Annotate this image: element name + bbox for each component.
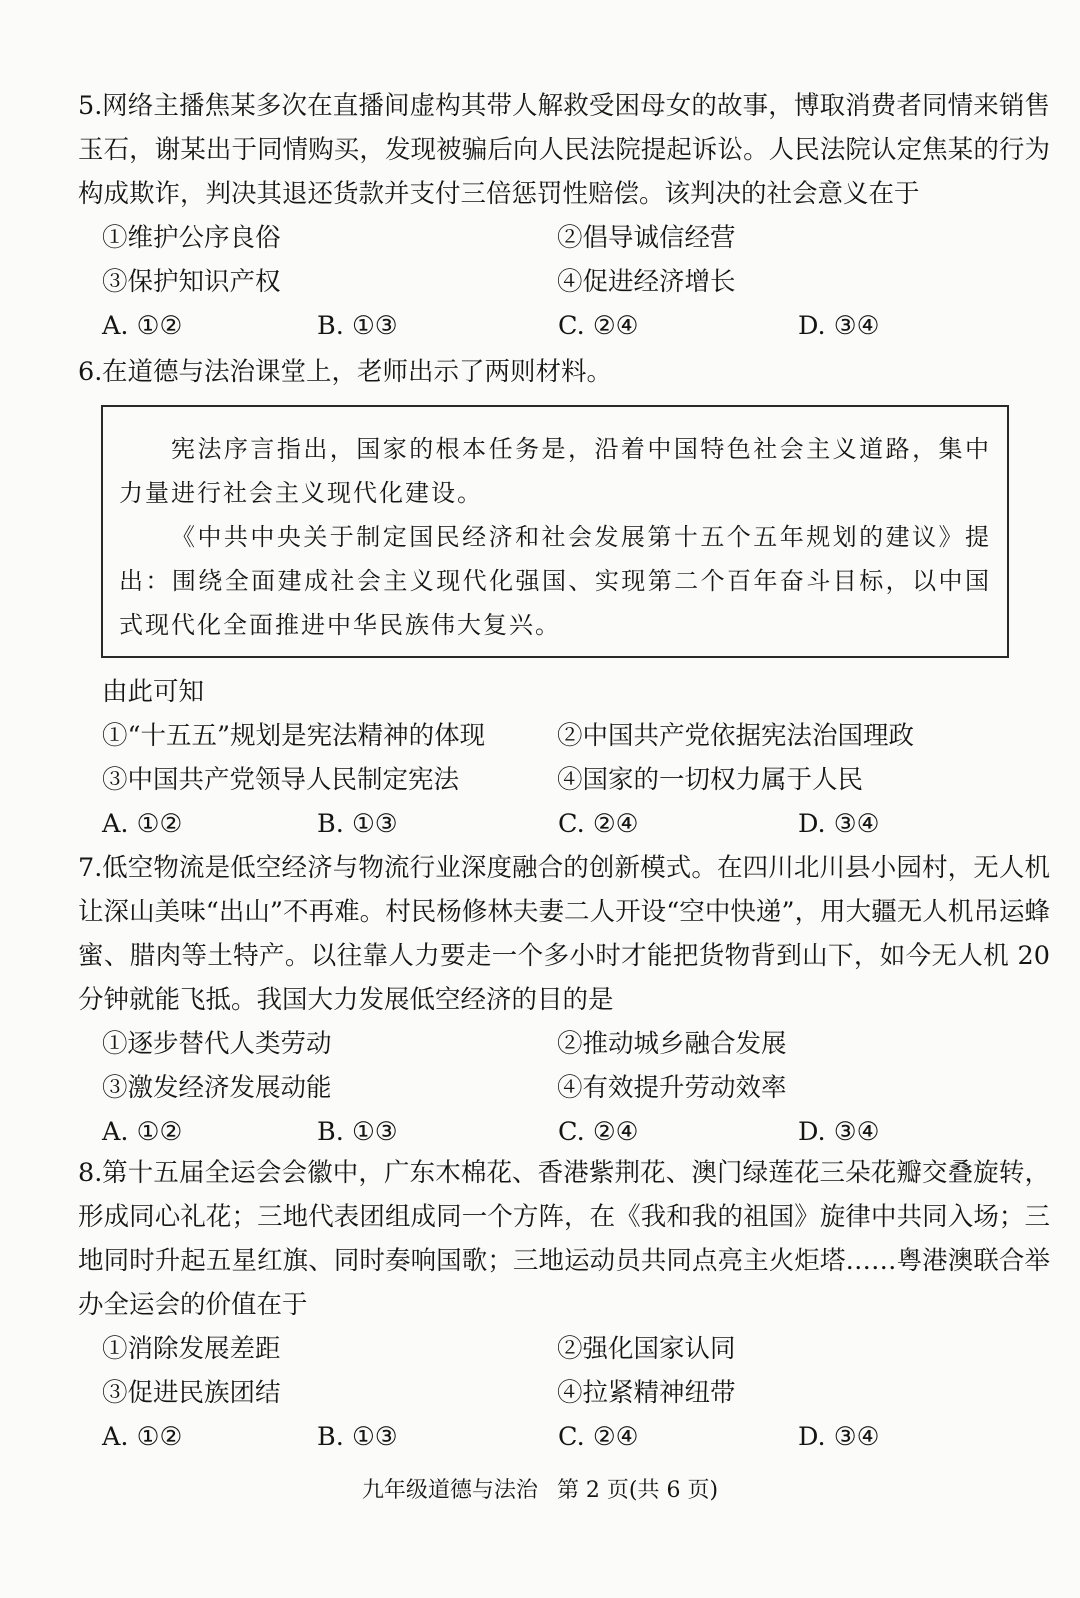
- option-item: ②强化国家认同: [557, 1334, 736, 1364]
- option-item: ④有效提升劳动效率: [557, 1073, 787, 1103]
- answer-choice-d: D. ③④: [798, 1422, 880, 1452]
- question-stem: [78, 846, 1050, 1022]
- answer-choice-c: C. ②④: [558, 809, 639, 839]
- answer-choice-d: D. ③④: [798, 1117, 880, 1147]
- option-item: ①维护公序良俗: [102, 223, 281, 253]
- question-stem: [78, 1151, 1050, 1327]
- question-number: 6.: [78, 357, 103, 387]
- question-5: [78, 84, 1050, 348]
- material-paragraph: 宪法序言指出，国家的根本任务是，沿着中国特色社会主义道路，集中力量进行社会主义现代化建设。: [119, 435, 991, 507]
- question-text: 低空物流是低空经济与物流行业深度融合的创新模式。在四川北川县小园村，无人机让深山美味“出山”不再难。村民杨修林夫妻二人开设“空中快递”，用大疆无人机吊运蜂蜜、腊肉等土特产。以往靠人力要走一个多小时才能把货物背到山下，如今无人机 20 分钟就能飞抵。我国大力发展低空经济的目的是: [78, 853, 1050, 1015]
- question-8: [78, 1151, 1050, 1459]
- option-list: [102, 1022, 1050, 1110]
- answer-choice-b: B. ①③: [317, 1422, 398, 1452]
- question-stem: [78, 84, 1050, 216]
- option-item: ③保护知识产权: [102, 267, 281, 297]
- material-box: [101, 405, 1009, 658]
- option-item: ①逐步替代人类劳动: [102, 1029, 332, 1059]
- answer-choice-a: A. ①②: [102, 1422, 183, 1452]
- option-item: ②推动城乡融合发展: [557, 1029, 787, 1059]
- question-7: [78, 846, 1050, 1154]
- option-item: ③促进民族团结: [102, 1378, 281, 1408]
- option-item: ①消除发展差距: [102, 1334, 281, 1364]
- option-item: ④国家的一切权力属于人民: [557, 765, 864, 795]
- question-text: 网络主播焦某多次在直播间虚构其带人解救受困母女的故事，博取消费者同情来销售玉石，谢某出于同情购买，发现被骗后向人民法院提起诉讼。人民法院认定焦某的行为构成欺诈，判决其退还货款并支付三倍惩罚性赔偿。该判决的社会意义在于: [78, 91, 1050, 209]
- answer-choices: [102, 1110, 1050, 1154]
- option-item: ④拉紧精神纽带: [557, 1378, 736, 1408]
- question-text: 第十五届全运会会徽中，广东木棉花、香港紫荆花、澳门绿莲花三朵花瓣交叠旋转，形成同心礼花；三地代表团组成同一个方阵，在《我和我的祖国》旋律中共同入场；三地同时升起五星红旗、同时奏响国歌；三地运动员共同点亮主火炬塔……粤港澳联合举办全运会的价值在于: [78, 1158, 1050, 1320]
- option-list: [102, 714, 1050, 802]
- answer-choice-b: B. ①③: [317, 1117, 398, 1147]
- material-paragraph: 《中共中央关于制定国民经济和社会发展第十五个五年规划的建议》提出：围绕全面建成社会主义现代化强国、实现第二个百年奋斗目标，以中国式现代化全面推进中华民族伟大复兴。: [119, 523, 991, 639]
- question-number: 7.: [78, 853, 103, 883]
- answer-choices: [102, 1415, 1050, 1459]
- question-stem: [78, 350, 1050, 394]
- option-item: ③激发经济发展动能: [102, 1073, 332, 1103]
- question-6-options: [78, 670, 1050, 846]
- answer-choice-d: D. ③④: [798, 809, 880, 839]
- question-number: 5.: [78, 91, 103, 121]
- answer-choices: [102, 802, 1050, 846]
- answer-choice-a: A. ①②: [102, 809, 183, 839]
- answer-choice-c: C. ②④: [558, 311, 639, 341]
- question-6: [78, 350, 1050, 394]
- question-number: 8.: [78, 1158, 103, 1188]
- option-item: ③中国共产党领导人民制定宪法: [102, 765, 460, 795]
- question-text: 在道德与法治课堂上，老师出示了两则材料。: [102, 357, 613, 387]
- answer-choice-b: B. ①③: [317, 809, 398, 839]
- page-footer: [0, 1476, 1080, 1506]
- option-list: [102, 216, 1050, 304]
- answer-choice-a: A. ①②: [102, 1117, 183, 1147]
- answer-choice-a: A. ①②: [102, 311, 183, 341]
- option-item: ④促进经济增长: [557, 267, 736, 297]
- option-item: ②中国共产党依据宪法治国理政: [557, 721, 915, 751]
- question-lead: 由此可知: [102, 677, 205, 707]
- option-item: ①“十五五”规划是宪法精神的体现: [102, 721, 486, 751]
- answer-choice-d: D. ③④: [798, 311, 880, 341]
- answer-choices: [102, 304, 1050, 348]
- option-list: [102, 1327, 1050, 1415]
- footer-subject: 九年级道德与法治: [361, 1478, 538, 1503]
- option-item: ②倡导诚信经营: [557, 223, 736, 253]
- answer-choice-b: B. ①③: [317, 311, 398, 341]
- footer-page-number: 第 2 页(共 6 页): [556, 1478, 719, 1503]
- answer-choice-c: C. ②④: [558, 1422, 639, 1452]
- answer-choice-c: C. ②④: [558, 1117, 639, 1147]
